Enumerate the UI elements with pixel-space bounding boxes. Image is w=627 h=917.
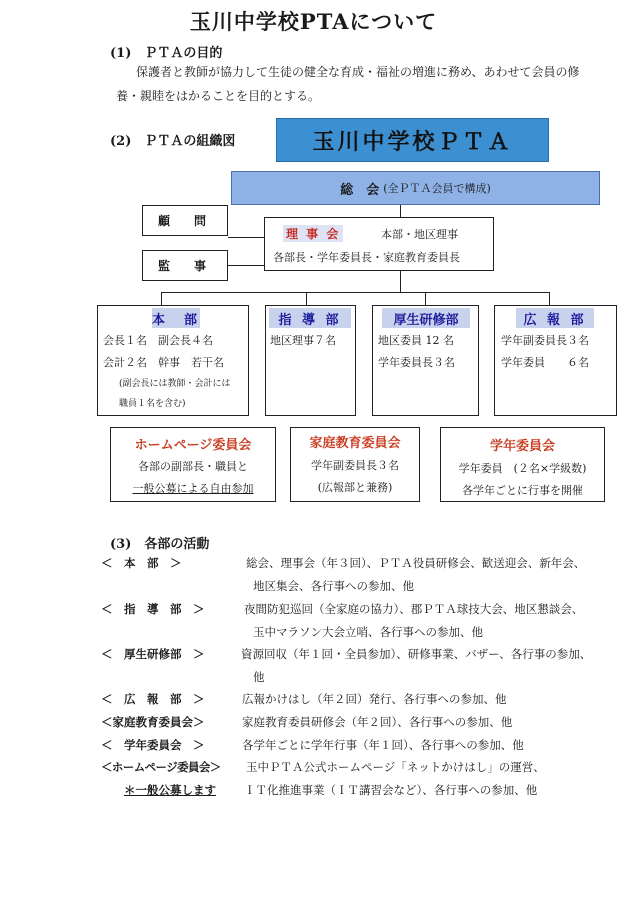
soukai-box <box>231 171 600 205</box>
connector-line <box>306 292 307 305</box>
kanji-box: 監 事 <box>142 250 228 281</box>
soukai-note: (全ＰＴＡ会員で構成) <box>383 182 491 195</box>
activity-text-honbu-2: 地区集会、各行事への参加、他 <box>253 579 414 593</box>
purpose-text-line1: 保護者と教師が協力して生徒の健全な育成・福祉の増進に務め、あわせて会員の修 <box>136 65 580 79</box>
activity-text-kousei-1: 資源回収（年１回・全員参加）、研修事業、バザー、各行事の参加、 <box>241 647 592 661</box>
activity-text-shidou-1: 夜間防犯巡回（全家庭の協力）、郡ＰＴＡ球技大会、地区懇談会、 <box>244 602 584 616</box>
dept-kousei-title: 厚生研修部 <box>382 308 470 328</box>
committee-gakunen-line1: 学年委員 (２名×学級数) <box>458 462 587 475</box>
dept-honbu-note2: 職員１名を含む) <box>119 399 186 409</box>
activities-heading: (3) 各部の活動 <box>110 537 210 552</box>
activity-text-kouhou-1: 広報かけはし（年２回）発行、各行事への参加、他 <box>242 692 507 706</box>
activity-label-gakunen: ＜ 学年委員会 ＞ <box>101 738 205 752</box>
rijikai-box <box>264 217 494 271</box>
activity-text-katei-1: 家庭教育委員研修会（年２回）、各行事への参加、他 <box>242 715 513 729</box>
activity-label-kouhou: ＜ 広 報 部 ＞ <box>101 692 205 706</box>
committee-gakunen-line2: 各学年ごとに行事を開催 <box>462 484 583 497</box>
dept-kouhou-line2: 学年委員 ６名 <box>501 356 589 369</box>
dept-kousei-line2: 学年委員長３名 <box>378 356 455 369</box>
activity-label-shidou: ＜ 指 導 部 ＞ <box>101 602 205 616</box>
dept-kouhou-line1: 学年副委員長３名 <box>501 334 589 347</box>
dept-honbu-line2: 会計２名 幹事 若干名 <box>103 356 224 369</box>
committee-homepage-line2: 一般公募による自由参加 <box>132 482 254 495</box>
purpose-heading: (1) ＰＴＡの目的 <box>110 46 223 61</box>
rijikai-line1: 本部・地区理事 <box>381 228 458 241</box>
activity-text-homepage-1: 玉中ＰＴＡ公式ホームページ「ネットかけはし」の運営、 <box>246 760 545 774</box>
connector-line <box>228 265 264 266</box>
page-title: 玉川中学校PTAについて <box>189 9 438 34</box>
org-heading: (2) ＰＴＡの組織図 <box>110 134 236 149</box>
activity-homepage-sublabel: ＊一般公募します <box>124 783 216 797</box>
activity-text-shidou-2: 玉中マラソン大会立哨、各行事への参加、他 <box>253 625 483 639</box>
dept-kousei-line1: 地区委員 12 名 <box>378 334 454 347</box>
rijikai-title: 理 事 会 <box>283 225 343 242</box>
committee-katei-box <box>290 427 420 502</box>
committee-homepage-line1: 各部の副部長・職員と <box>138 460 248 473</box>
rijikai-line2: 各部長・学年委員長・家庭教育委員長 <box>273 251 460 264</box>
activity-label-kousei: ＜ 厚生研修部 ＞ <box>101 647 205 661</box>
committee-gakunen-title: 学年委員会 <box>489 439 555 454</box>
dept-honbu-title: 本 部 <box>152 308 200 328</box>
activity-label-homepage: ＜ホームページ委員会＞ <box>101 760 221 774</box>
connector-line <box>549 292 550 305</box>
activity-text-kousei-2: 他 <box>253 670 265 684</box>
connector-line <box>400 270 401 292</box>
connector-line <box>425 292 426 305</box>
connector-line <box>161 292 162 305</box>
connector-line <box>161 292 549 293</box>
dept-honbu-note1: (副会長には教師・会計には <box>119 379 231 389</box>
dept-honbu-line1: 会長１名 副会長４名 <box>103 334 213 347</box>
soukai-title: 総 会 <box>340 182 380 198</box>
dept-shidou-line1: 地区理事７名 <box>270 334 336 347</box>
connector-line <box>400 205 401 217</box>
activity-label-katei: ＜家庭教育委員会＞ <box>101 715 205 729</box>
komon-box: 顧 問 <box>142 205 228 236</box>
activity-text-gakunen-1: 各学年ごとに学年行事（年１回）、各行事への参加、他 <box>242 738 524 752</box>
connector-line <box>228 237 264 238</box>
dept-shidou-title: 指 導 部 <box>269 308 351 328</box>
purpose-text-line2: 養・親睦をはかることを目的とする。 <box>116 89 321 103</box>
activity-text-homepage-2: ＩＴ化推進事業（ＩＴ講習会など）、各行事への参加、他 <box>244 783 538 797</box>
committee-homepage-title: ホームページ委員会 <box>134 438 252 453</box>
activity-text-honbu-1: 総会、理事会（年３回）、ＰＴＡ役員研修会、歓送迎会、新年会、 <box>246 556 586 570</box>
committee-katei-title: 家庭教育委員会 <box>309 436 401 451</box>
activity-label-honbu: ＜ 本 部 ＞ <box>101 556 182 570</box>
committee-homepage-box <box>110 427 276 502</box>
pta-banner: 玉川中学校ＰＴＡ <box>276 118 549 162</box>
committee-gakunen-box <box>440 427 605 502</box>
committee-katei-line2: (広報部と兼務) <box>317 481 393 494</box>
committee-katei-line1: 学年副委員長３名 <box>311 459 399 472</box>
dept-kouhou-title: 広 報 部 <box>516 308 594 328</box>
